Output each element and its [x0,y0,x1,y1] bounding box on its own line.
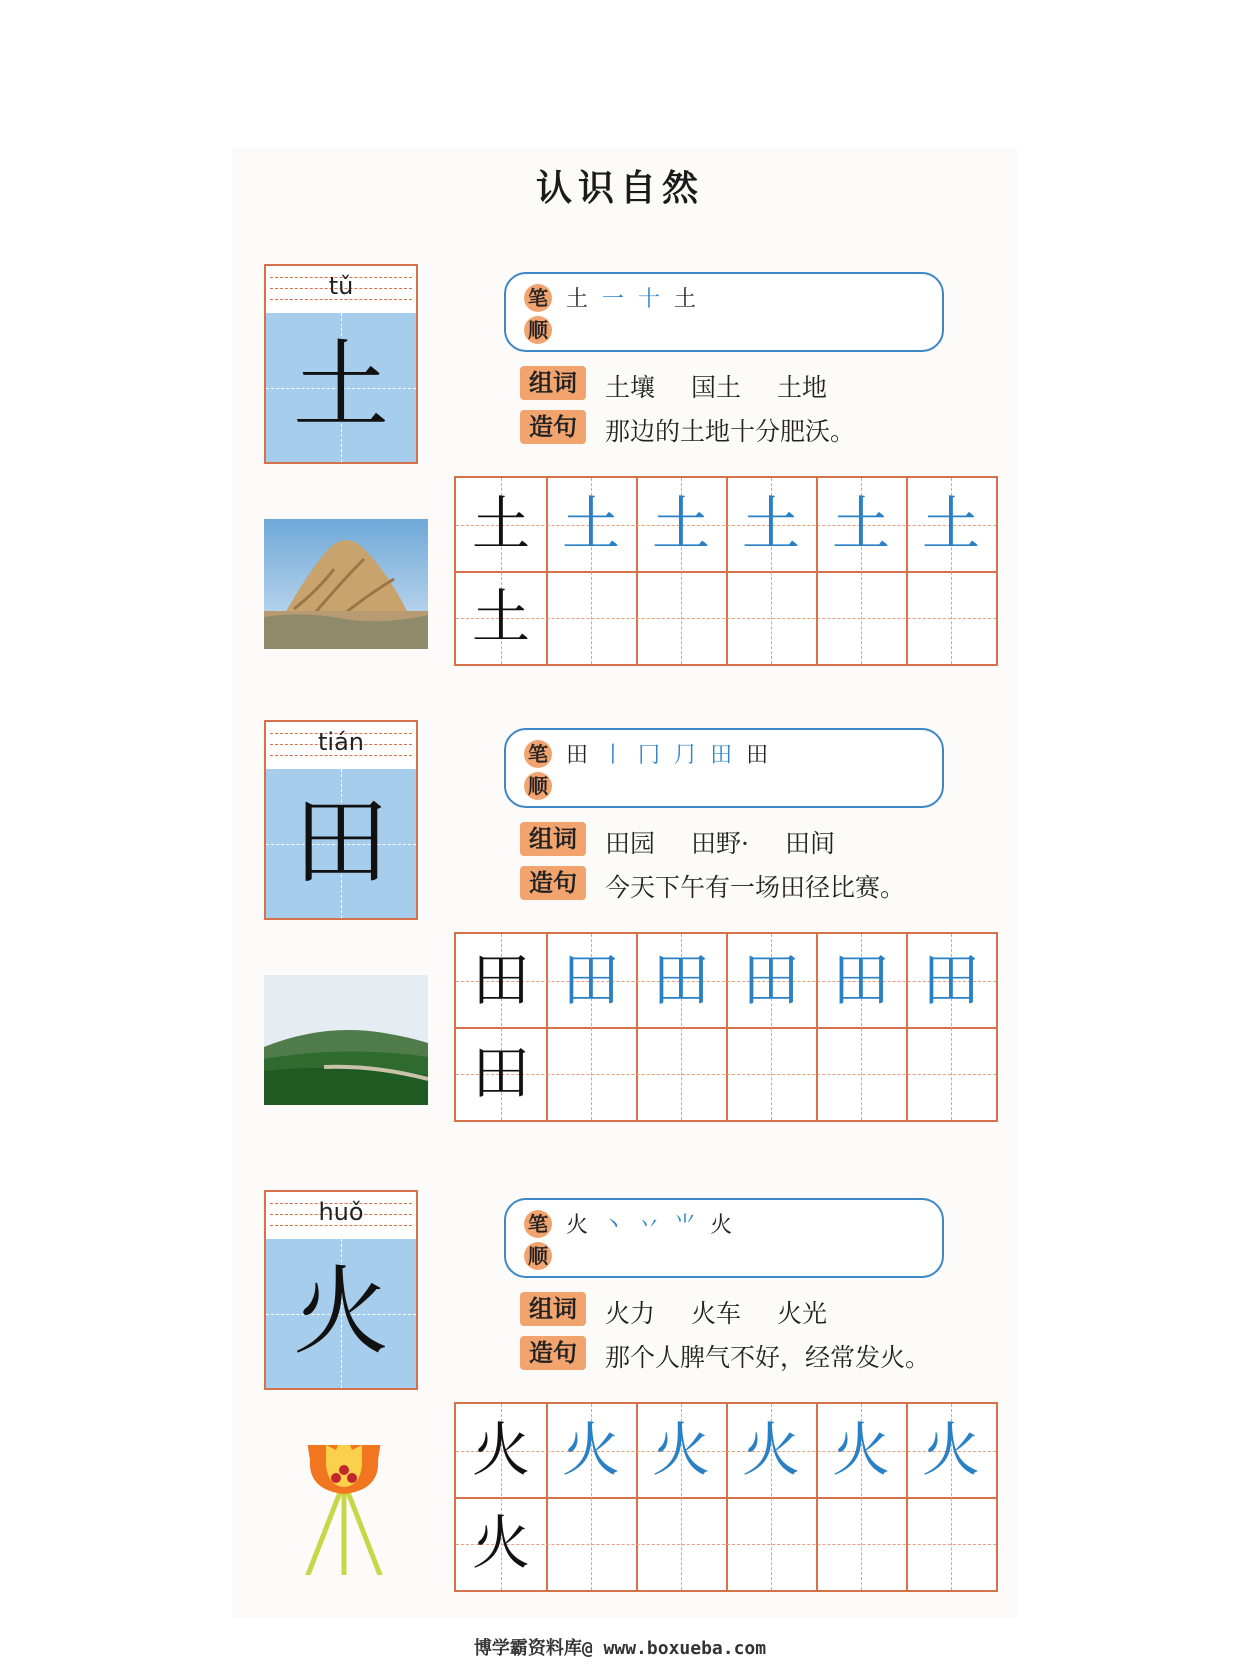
stroke-final: 土 [674,287,697,312]
main-character: 火 [293,1255,389,1368]
words-line [605,1294,827,1330]
footer-credit: 博学霸资料库@ www.boxueba.com [473,1638,767,1659]
trace-character: 田 [741,946,800,1014]
trace-character: 田 [651,946,710,1014]
pinyin-label: tǔ [328,272,354,300]
character-card [264,720,418,920]
writing-cell[interactable] [636,571,726,664]
stroke-label-bottom: 顺 [524,316,552,344]
stroke-step: 冂 [638,743,661,768]
main-character: 土 [293,329,389,442]
writing-cell[interactable] [906,1497,996,1590]
words-line [605,368,827,404]
stroke-step: 田 [710,743,733,768]
writing-cell[interactable] [726,571,816,664]
writing-cell[interactable] [726,1027,816,1120]
pinyin-band [266,266,416,315]
trace-character: 火 [741,1416,800,1484]
pyramid-photo [264,519,428,649]
writing-cell[interactable] [546,1027,636,1120]
stroke-step: ⺆ [674,743,697,768]
model-character: 田 [471,946,530,1014]
stroke-step: ⺌ [674,1213,697,1238]
vocab-word: 火光 [777,1299,828,1328]
model-character: 火 [471,1416,530,1484]
writing-cell[interactable] [636,1497,726,1590]
writing-cell[interactable] [906,1027,996,1120]
stroke-final: 田 [746,743,769,768]
trace-character: 火 [831,1416,890,1484]
writing-cell[interactable] [546,1497,636,1590]
practice-grid [454,932,998,1122]
trace-character: 火 [651,1416,710,1484]
practice-grid [454,1402,998,1592]
stroke-label-top: 笔 [524,740,552,768]
writing-cell[interactable] [726,1497,816,1590]
character-box [266,769,416,918]
stroke-step: 丶 [602,1213,625,1238]
vocab-word: 火车 [691,1299,742,1328]
stroke-step: 丨 [602,743,625,768]
character-box [266,1239,416,1388]
stroke-label-top: 笔 [524,1210,552,1238]
writing-cell[interactable] [546,571,636,664]
trace-character: 火 [921,1416,980,1484]
stroke-label-bottom: 顺 [524,772,552,800]
sentence-badge: 造句 [520,1336,586,1370]
stroke-char: 土 [566,287,589,312]
sentence-text: 那边的土地十分肥沃。 [605,417,856,446]
trace-character: 火 [561,1416,620,1484]
writing-cell[interactable] [636,1027,726,1120]
sentence-text: 今天下午有一场田径比赛。 [605,873,906,902]
stroke-order-box [504,272,944,352]
pinyin-band [266,722,416,771]
trace-character: 土 [921,490,980,558]
pinyin-label: tián [318,728,364,756]
sentence-text: 那个人脾气不好，经常发火。 [605,1343,931,1372]
stroke-sequence [566,1208,732,1239]
pinyin-band [266,1192,416,1241]
character-card [264,264,418,464]
trace-character: 田 [921,946,980,1014]
stroke-sequence [566,738,768,769]
model-character: 土 [471,490,530,558]
trace-character: 土 [741,490,800,558]
stroke-final: 火 [710,1213,733,1238]
words-badge: 组词 [520,822,586,856]
vocab-word: 田野· [691,829,749,858]
writing-cell[interactable] [816,1027,906,1120]
vocab-word: 土壤 [605,373,656,402]
stroke-sequence [566,282,696,313]
stroke-order-box [504,728,944,808]
stroke-step: 十 [638,287,661,312]
trace-character: 土 [561,490,620,558]
trace-character: 田 [831,946,890,1014]
vocab-word: 火力 [605,1299,656,1328]
stroke-label-bottom: 顺 [524,1242,552,1270]
vocab-word: 国土 [691,373,742,402]
words-badge: 组词 [520,1292,586,1326]
stroke-char: 火 [566,1213,589,1238]
stroke-order-box [504,1198,944,1278]
character-box [266,313,416,462]
trace-character: 土 [831,490,890,558]
trace-character: 土 [651,490,710,558]
stroke-step: 一 [602,287,625,312]
model-character: 田 [471,1039,530,1107]
vocab-word: 田间 [784,829,835,858]
words-badge: 组词 [520,366,586,400]
main-character: 田 [293,785,389,898]
character-card [264,1190,418,1390]
writing-cell[interactable] [906,571,996,664]
vocab-word: 田园 [605,829,656,858]
sentence-badge: 造句 [520,410,586,444]
stroke-step: 丷 [638,1213,661,1238]
field-photo [264,975,428,1105]
fire-icon [264,1445,428,1575]
writing-cell[interactable] [816,1497,906,1590]
model-character: 火 [471,1509,530,1577]
stroke-label-top: 笔 [524,284,552,312]
model-character: 土 [471,583,530,651]
writing-cell[interactable] [816,571,906,664]
trace-character: 田 [561,946,620,1014]
sentence-badge: 造句 [520,866,586,900]
stroke-char: 田 [566,743,589,768]
practice-grid [454,476,998,666]
pinyin-label: huǒ [318,1198,364,1226]
words-line [605,824,835,860]
vocab-word: 土地 [777,373,828,402]
page-title: 认识自然 [535,168,704,209]
